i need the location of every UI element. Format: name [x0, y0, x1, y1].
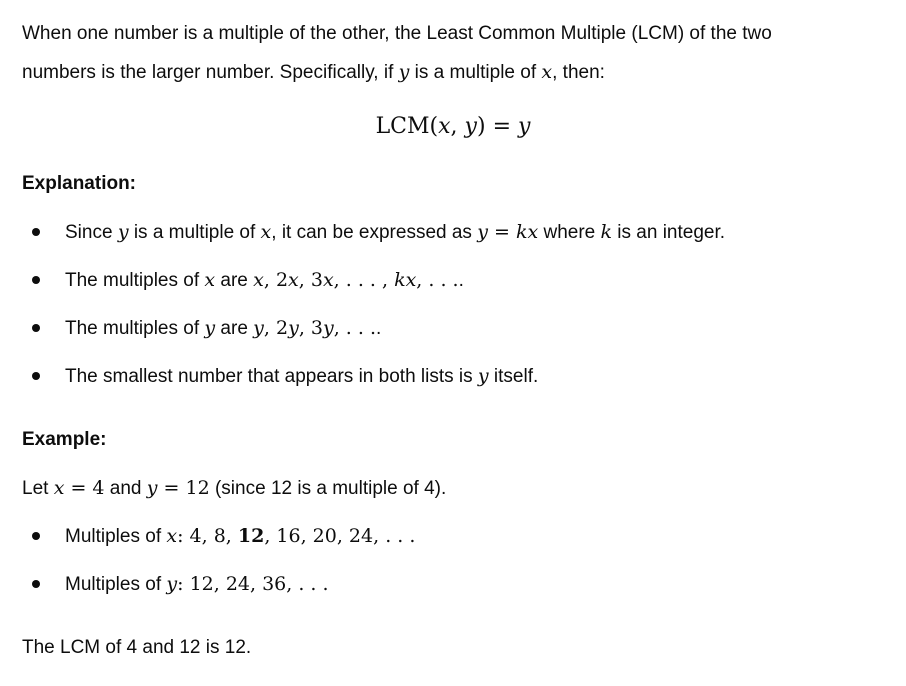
math-seq: y — [253, 317, 264, 339]
math-var-x: x — [53, 477, 65, 499]
text: and — [104, 478, 147, 499]
math-bold-value: 12 — [237, 525, 265, 547]
text: (since 12 is a multiple of 4). — [209, 478, 447, 499]
math-seq: 4, 8, — [189, 525, 238, 547]
bullet-dot — [32, 580, 40, 588]
text: Multiples of — [65, 526, 167, 547]
math-var-y: y — [117, 221, 129, 243]
explanation-heading: Explanation: — [22, 173, 137, 194]
intro-text-1: When one number is a multiple of the other, the Least Common Multiple (LCM) of the two — [22, 23, 772, 44]
bullet-dot — [32, 228, 40, 236]
math-seq: x — [253, 269, 264, 291]
text: is an integer. — [612, 222, 726, 243]
text: where — [538, 222, 601, 243]
math-seq: , 3 — [298, 269, 323, 291]
math-seq: x — [322, 269, 334, 291]
text: Let — [22, 478, 54, 499]
math-seq: , 3 — [298, 317, 323, 339]
explanation-bullet-2 — [65, 267, 464, 294]
text: is a multiple of — [128, 222, 261, 243]
math-seq: x — [288, 269, 299, 291]
math-seq: , . . . — [416, 269, 459, 291]
math-var-y: y — [204, 317, 216, 339]
math-var-x: x — [541, 61, 553, 83]
math-colon: : — [177, 573, 190, 595]
text: . — [376, 318, 382, 339]
formula-rhs: y — [518, 114, 531, 139]
math-value: 12 — [185, 477, 210, 499]
example-let-line — [22, 475, 446, 502]
math-seq: , 2 — [263, 269, 289, 291]
math-seq: , . . . — [333, 317, 376, 339]
formula-close-paren: ) — [476, 114, 486, 139]
example-bullet-2 — [65, 571, 329, 598]
text: Since — [65, 222, 118, 243]
formula-comma: , — [450, 114, 465, 139]
math-equals: = — [487, 221, 516, 243]
math-var-y: y — [146, 477, 158, 499]
intro-text-2a: numbers is the larger number. Specifically, if — [22, 62, 399, 83]
math-seq: kx — [394, 269, 417, 291]
intro-text-2c: , then: — [552, 62, 605, 83]
bullet-dot — [32, 324, 40, 332]
math-var-x: x — [260, 221, 272, 243]
text: The multiples of — [65, 270, 205, 291]
formula-lcm: LCM — [375, 114, 430, 139]
math-var-x: x — [204, 269, 216, 291]
example-bullet-1 — [65, 523, 415, 550]
text: itself. — [488, 366, 539, 387]
explanation-bullet-4 — [65, 363, 538, 390]
math-value: 4 — [92, 477, 105, 499]
math-var-y: y — [398, 61, 410, 83]
math-seq: , 16, 20, 24, . . . — [264, 525, 416, 547]
text: are — [215, 270, 254, 291]
formula-y: y — [464, 114, 477, 139]
math-var-x: x — [166, 525, 178, 547]
intro-line-2 — [22, 59, 605, 86]
math-var-y: y — [166, 573, 178, 595]
explanation-bullet-3 — [65, 315, 381, 342]
bullet-dot — [32, 532, 40, 540]
example-conclusion: The LCM of 4 and 12 is 12. — [22, 637, 252, 658]
math-seq: , . . . , — [333, 269, 395, 291]
formula-x: x — [438, 114, 451, 139]
bullet-dot — [32, 372, 40, 380]
math-seq: y — [322, 317, 334, 339]
text: Multiples of — [65, 574, 167, 595]
math-seq: 12, 24, 36, . . . — [189, 573, 329, 595]
formula-open-paren: ( — [429, 114, 439, 139]
math-var-y: y — [477, 221, 488, 243]
text: , it can be expressed as — [271, 222, 478, 243]
text: The smallest number that appears in both lists is — [65, 366, 478, 387]
math-var-y: y — [477, 365, 489, 387]
math-var-k: k — [600, 221, 613, 243]
lcm-formula — [0, 111, 906, 142]
math-seq: y — [288, 317, 299, 339]
bullet-dot — [32, 276, 40, 284]
math-seq: , 2 — [263, 317, 289, 339]
math-kx: kx — [515, 221, 539, 243]
math-colon: : — [177, 525, 190, 547]
text: The multiples of — [65, 318, 205, 339]
text: . — [458, 270, 464, 291]
math-equals: = — [157, 477, 186, 499]
formula-equals: = — [485, 114, 518, 139]
explanation-bullet-1 — [65, 219, 725, 246]
example-heading: Example: — [22, 429, 107, 450]
intro-line-1 — [22, 21, 772, 47]
intro-text-2b: is a multiple of — [409, 62, 542, 83]
math-equals: = — [64, 477, 93, 499]
text: are — [215, 318, 254, 339]
